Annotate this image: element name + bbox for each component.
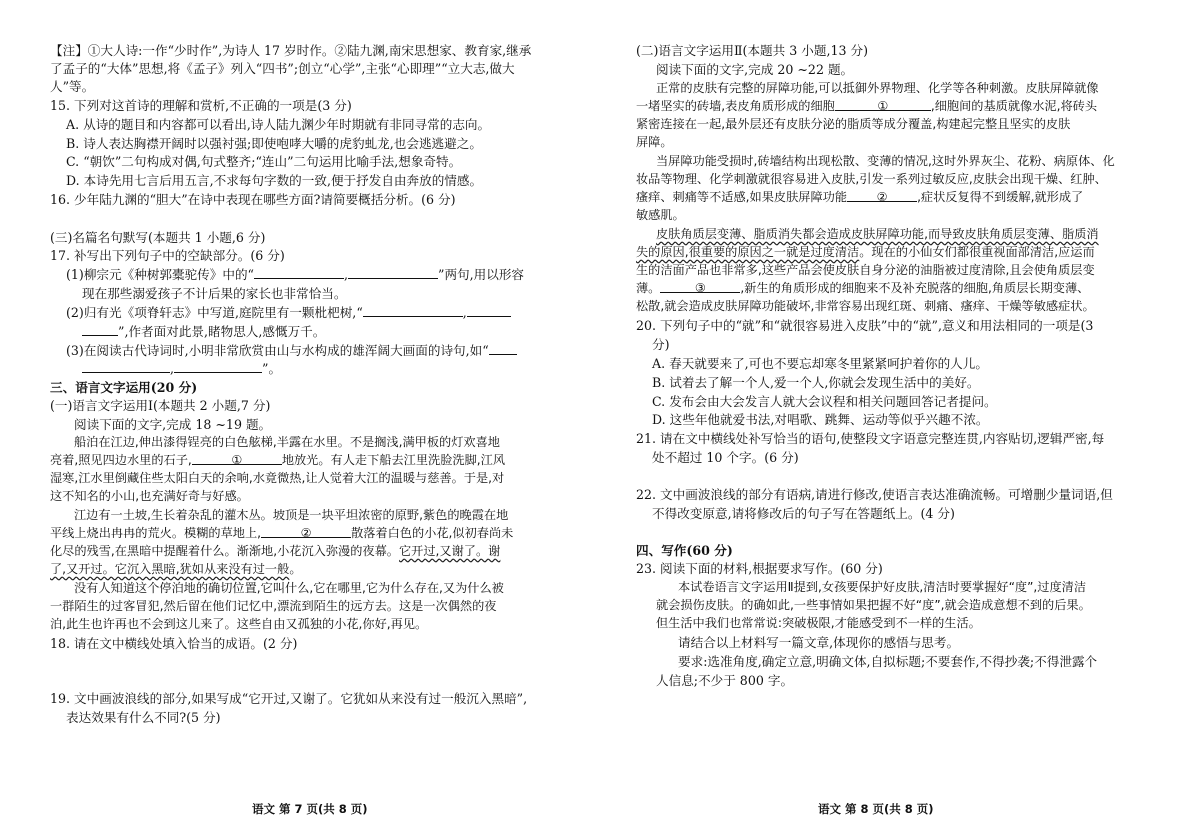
q17-item-3-cont: , ”。: [82, 360, 281, 377]
section-heading: (三)名篇名句默写(本题共 1 小题,6 分): [50, 230, 266, 245]
passage-line: 松散,就会造成皮肤屏障功能破坏,非常容易出现红斑、刺痛、瘙痒、干燥等敏感症状。: [636, 299, 1095, 313]
question-15-stem: 15. 下列对这首诗的理解和赏析,不正确的一项是(3 分): [50, 98, 352, 113]
question-21: 21. 请在文中横线处补写恰当的语句,使整段文字语意完整连贯,内容贴切,逻辑严密,每: [636, 431, 1105, 446]
page-footer: 语文 第 7 页(共 8 页): [252, 802, 368, 816]
answer-blank: [174, 360, 262, 373]
reading-intro: 阅读下面的文字,完成 18 ~19 题。: [74, 417, 272, 432]
q15-option-a: A. 从诗的题目和内容都可以看出,诗人陆九渊少年时期就有非同寻常的志向。: [66, 117, 491, 132]
writing-prompt: 请结合以上材料写一篇文章,体现你的感悟与思考。: [678, 635, 960, 650]
passage-line: 亮着,照见四边水里的石子, ① 地放光。有人走下船去江里洗脸洗脚,江风: [50, 453, 506, 467]
q15-option-d: D. 本诗先用七言后用五言,不求每句字数的一致,便于抒发自由奔放的情感。: [66, 173, 483, 188]
passage-line: 一堵坚实的砖墙,表皮角质形成的细胞 ① ,细胞间的基质就像水泥,将砖头: [636, 99, 1098, 113]
page-8: [600, 0, 1200, 833]
answer-blank: [254, 266, 344, 279]
wavy-underlined-text: 它开过,又谢了。谢: [399, 544, 501, 558]
question-19-cont: 表达效果有什么不同?(5 分): [66, 710, 221, 725]
question-19: 19. 文中画波浪线的部分,如果写成“它开过,又谢了。它犹如从来没有过一般沉入黑暗”,: [50, 691, 528, 706]
answer-blank: [363, 304, 463, 317]
answer-blank-3: ③: [660, 280, 740, 293]
passage-line: 屏障。: [636, 135, 673, 149]
passage-line: 了,又开过。它沉入黑暗,犹如从来没有过一般。: [50, 562, 302, 576]
passage-line: 江边有一土坡,生长着杂乱的灌木丛。坡顶是一块平坦浓密的原野,紫色的晚霞在地: [74, 508, 509, 522]
passage-line: 薄。 ③ ,新生的角质形成的细胞来不及补充脱落的细胞,角质层长期变薄、: [636, 281, 1090, 295]
writing-requirements-cont: 人信息;不少于 800 字。: [656, 673, 794, 688]
passage-line: 生的洁面产品也非常多,这些产品会使皮肤自身分泌的油脂被过度清除,且会使角质层变: [636, 263, 1095, 277]
passage-line: 泊,此生也许再也不会到这儿来了。这些自由又孤独的小花,你好,再见。: [50, 617, 428, 631]
part-heading: 三、语言文字运用(20 分): [50, 380, 198, 395]
question-18: 18. 请在文中横线处填入恰当的成语。(2 分): [50, 636, 298, 651]
passage-line: 紧密连接在一起,最外层还有皮肤分泌的脂质等成分覆盖,构建起完整且坚实的皮肤: [636, 117, 1071, 131]
passage-line: 这不知名的小山,也充满好奇与好感。: [50, 489, 249, 503]
note-line: 【注】①大人诗:一作“少时作”,为诗人 17 岁时作。②陆九渊,南宋思想家、教育家,继承: [50, 43, 532, 58]
writing-requirements: 要求:选准角度,确定立意,明确文体,自拟标题;不要套作,不得抄袭;不得泄露个: [678, 654, 1098, 669]
reading-intro: 阅读下面的文字,完成 20 ~22 题。: [656, 62, 854, 77]
passage-line: [656, 226, 1099, 243]
q20-option-d: D. 这些年他就爱书法,对唱歌、跳舞、运动等似乎兴趣不浓。: [652, 412, 989, 427]
note-line: 了孟子的“大体”思想,将《孟子》列入“四书”;创立“心学”,主张“心即理”“立大志,做大: [50, 61, 515, 76]
q17-item-1: (1)柳宗元《种树郭橐驼传》中的“ , ”两句,用以形容: [66, 267, 525, 282]
question-20-stem-cont: 分): [652, 337, 670, 352]
material-line: 就会损伤皮肤。的确如此,一些事情如果把握不好“度”,就会造成意想不到的后果。: [656, 598, 1091, 612]
passage-line: 敏感肌。: [636, 208, 685, 222]
question-21-cont: 处不超过 10 个字。(6 分): [652, 450, 799, 465]
answer-blank: [467, 304, 511, 317]
passage-line: 船泊在江边,伸出漆得锃亮的白色舷梯,半露在水里。不是搁浅,满甲板的灯欢喜地: [74, 435, 500, 449]
q17-item-1-cont: 现在那些溺爱孩子不计后果的家长也非常恰当。: [82, 286, 347, 301]
passage-line: 瘙痒、刺痛等不适感,如果皮肤屏障功能 ② ,症状反复得不到缓解,就形成了: [636, 190, 1084, 204]
passage-line: 当屏障功能受损时,砖墙结构出现松散、变薄的情况,这时外界灰尘、花粉、病原体、化: [656, 154, 1115, 168]
part-heading: 四、写作(60 分): [636, 543, 733, 558]
q20-option-b: B. 试着去了解一个人,爱一个人,你就会发现生活中的美好。: [652, 375, 980, 390]
question-22: 22. 文中画波浪线的部分有语病,请进行修改,使语言表达准确流畅。可增删少量词语,但: [636, 487, 1113, 502]
answer-blank: [82, 323, 118, 336]
q17-item-3: (3)在阅读古代诗词时,小明非常欣赏由山与水构成的雄浑阔大画面的诗句,如“: [66, 342, 517, 359]
passage-line: 没有人知道这个停泊地的确切位置,它叫什么,它在哪里,它为什么存在,又为什么被: [74, 581, 504, 595]
answer-blank: [348, 266, 438, 279]
passage-line: 一群陌生的过客冒犯,然后留在他们记忆中,漂流到陌生的远方去。这是一次偶然的夜: [50, 599, 497, 613]
answer-blank: [82, 360, 170, 373]
wavy-underlined-text: 失的原因,很重要的原因之一就是过度清洁: [636, 245, 860, 259]
passage-line: 妆品等物理、化学刺激就很容易进入皮肤,引发一系列过敏反应,皮肤会出现干燥、红肿、: [636, 172, 1107, 186]
passage-line: 湿寒,江水里倒藏住些太阳白天的余响,水竟微热,让人觉着大江的温暖与慈善。于是,对: [50, 471, 505, 485]
q20-option-c: C. 发布会由大会发言人就大会议程和相关问题回答记者提问。: [652, 394, 997, 409]
wavy-underlined-text: 皮肤角质层变薄、脂质消失都会造成皮肤屏障功能,而导致皮肤角质层变薄、脂质消: [656, 227, 1099, 241]
q15-option-c: C. “朝饮”二句构成对偶,句式整齐;“连山”二句运用比喻手法,想象奇特。: [66, 154, 462, 169]
material-line: 但生活中我们也常常说:突破极限,才能感受到不一样的生活。: [656, 616, 981, 630]
material-line: 本试卷语言文字运用Ⅱ提到,女孩要保护好皮肤,清洁时要掌握好“度”,过度清洁: [678, 580, 1087, 594]
page-footer: 语文 第 8 页(共 8 页): [818, 802, 934, 816]
question-16: 16. 少年陆九渊的“胆大”在诗中表现在哪些方面?请简要概括分析。(6 分): [50, 192, 456, 207]
q17-item-2: (2)归有光《项脊轩志》中写道,庭院里有一颗枇杷树,“ ,: [66, 304, 511, 321]
question-17-stem: 17. 补写出下列句子中的空缺部分。(6 分): [50, 248, 285, 263]
answer-blank-2: ②: [261, 525, 351, 538]
q17-item-2-cont: ”,作者面对此景,睹物思人,感慨万千。: [82, 323, 325, 340]
section-heading: (二)语言文字运用Ⅱ(本题共 3 小题,13 分): [636, 43, 868, 58]
answer-blank-1: ①: [835, 98, 931, 111]
answer-blank-2: ②: [847, 189, 917, 202]
answer-blank-1: ①: [192, 452, 282, 465]
answer-blank: [489, 342, 517, 355]
question-20-stem: 20. 下列句子中的“就”和“就很容易进入皮肤”中的“就”,意义和用法相同的一项是(3: [636, 318, 1094, 333]
passage-line: 化尽的残雪,在黑暗中提醒着什么。渐渐地,小花沉入弥漫的夜幕。它开过,又谢了。谢: [50, 544, 501, 558]
section-heading: (一)语言文字运用Ⅰ(本题共 2 小题,7 分): [50, 398, 271, 413]
question-22-cont: 不得改变原意,请将修改后的句子写在答题纸上。(4 分): [652, 506, 955, 521]
passage-line: 平线上烧出冉冉的荒火。模糊的草地上, ② 散落着白色的小花,似初春尚未: [50, 526, 514, 540]
wavy-underlined-text: 了,又开过。它沉入黑暗,犹如从来没有过一般: [50, 562, 290, 576]
note-line: 人”等。: [50, 79, 95, 94]
passage-line: 失的原因,很重要的原因之一就是过度清洁。现在的小仙女们都很重视面部清洁,应运而: [636, 245, 1095, 259]
q20-option-a: A. 春天就要来了,可也不要忘却寒冬里紧紧呵护着你的人儿。: [652, 356, 988, 371]
q15-option-b: B. 诗人表达胸襟开阔时以强衬强;即使咆哮大嚼的虎豹虬龙,也会逃逃避之。: [66, 136, 482, 151]
passage-line: 正常的皮肤有完整的屏障功能,可以抵御外界物理、化学等各种刺激。皮肤屏障就像: [656, 81, 1099, 95]
question-23-stem: 23. 阅读下面的材料,根据要求写作。(60 分): [636, 561, 883, 576]
